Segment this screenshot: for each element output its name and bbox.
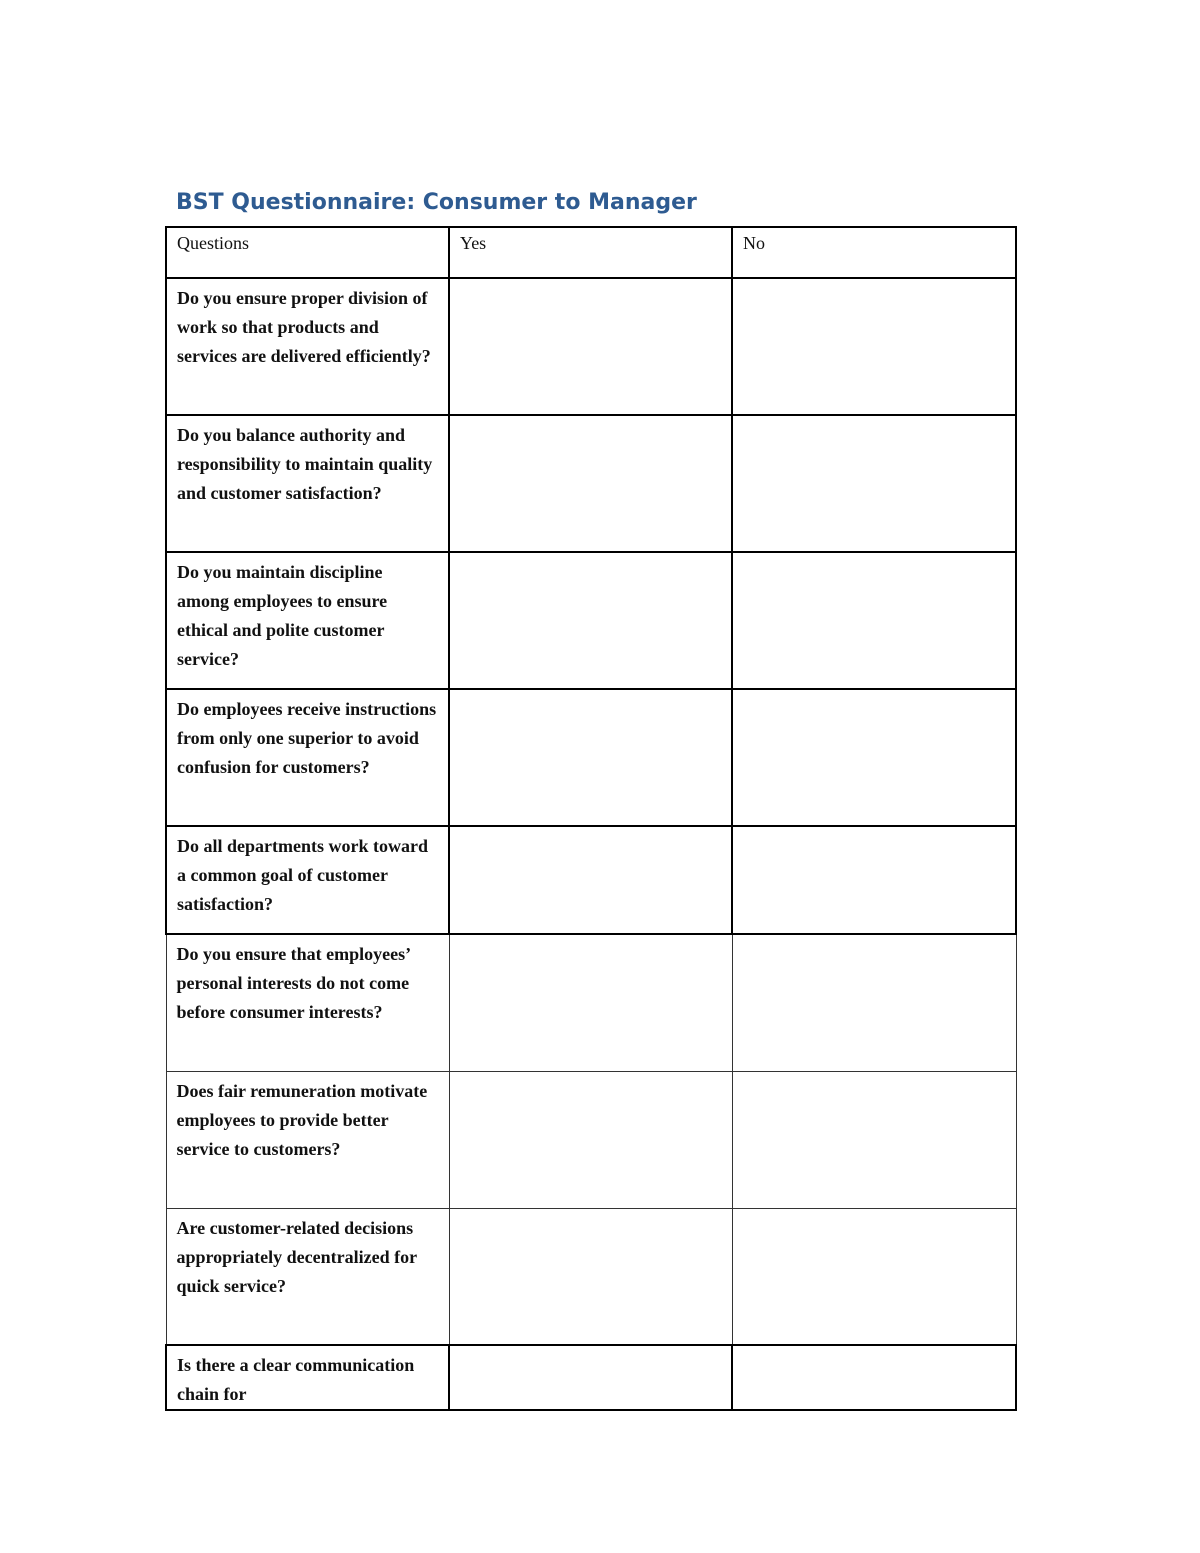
question-cell [166,552,449,689]
yes-answer-cell[interactable] [449,826,732,934]
yes-answer-cell[interactable] [449,934,732,1071]
table-row [166,1071,1016,1208]
no-answer-cell[interactable] [732,934,1016,1071]
yes-answer-cell[interactable] [449,278,732,415]
table-row [166,934,1016,1071]
question-cell [166,826,449,934]
question-text: Do you maintain discipline among employees to ensure ethical and polite customer service? [177,562,388,669]
no-column-header: No [732,227,1016,278]
question-text: Do you balance authority and responsibility to maintain quality and customer satisfaction? [177,425,433,503]
no-answer-cell[interactable] [732,278,1016,415]
yes-answer-cell[interactable] [449,1345,732,1410]
yes-answer-cell[interactable] [449,1208,732,1345]
question-cell [166,1208,449,1345]
question-cell [166,1071,449,1208]
yes-answer-cell[interactable] [449,415,732,552]
no-answer-cell[interactable] [732,1345,1016,1410]
table-row [166,826,1016,934]
question-cell [166,934,449,1071]
question-cell [166,689,449,826]
question-cell [166,415,449,552]
no-answer-cell[interactable] [732,689,1016,826]
table-row [166,552,1016,689]
table-row [166,1208,1016,1345]
table-row [166,689,1016,826]
questions-column-header: Questions [166,227,449,278]
yes-answer-cell[interactable] [449,689,732,826]
question-text: Do you ensure that employees’ personal interests do not come before consumer interests? [176,944,410,1022]
no-answer-cell[interactable] [732,826,1016,934]
yes-answer-cell[interactable] [449,1071,732,1208]
table-row [166,415,1016,552]
no-answer-cell[interactable] [732,415,1016,552]
document-title: BST Questionnaire: Consumer to Manager [176,190,697,215]
questionnaire-table [165,226,1017,1411]
question-text: Do all departments work toward a common goal of customer satisfaction? [177,836,428,914]
question-cell [166,278,449,415]
table-row [166,1345,1016,1410]
question-text: Are customer-related decisions appropriately decentralized for quick service? [176,1217,417,1296]
question-text: Is there a clear communication chain for [177,1355,415,1404]
yes-answer-cell[interactable] [449,552,732,689]
yes-column-header: Yes [449,227,732,278]
question-text: Do you ensure proper division of work so that products and services are delivered efficiently? [177,288,431,366]
no-answer-cell[interactable] [732,552,1016,689]
question-cell [166,1345,449,1410]
question-text: Do employees receive instructions from only one superior to avoid confusion for customers? [177,699,437,777]
table-row [166,278,1016,415]
no-answer-cell[interactable] [732,1208,1016,1345]
no-answer-cell[interactable] [732,1071,1016,1208]
table-header-row [166,227,1016,278]
question-text: Does fair remuneration motivate employees to provide better service to customers? [176,1080,428,1159]
